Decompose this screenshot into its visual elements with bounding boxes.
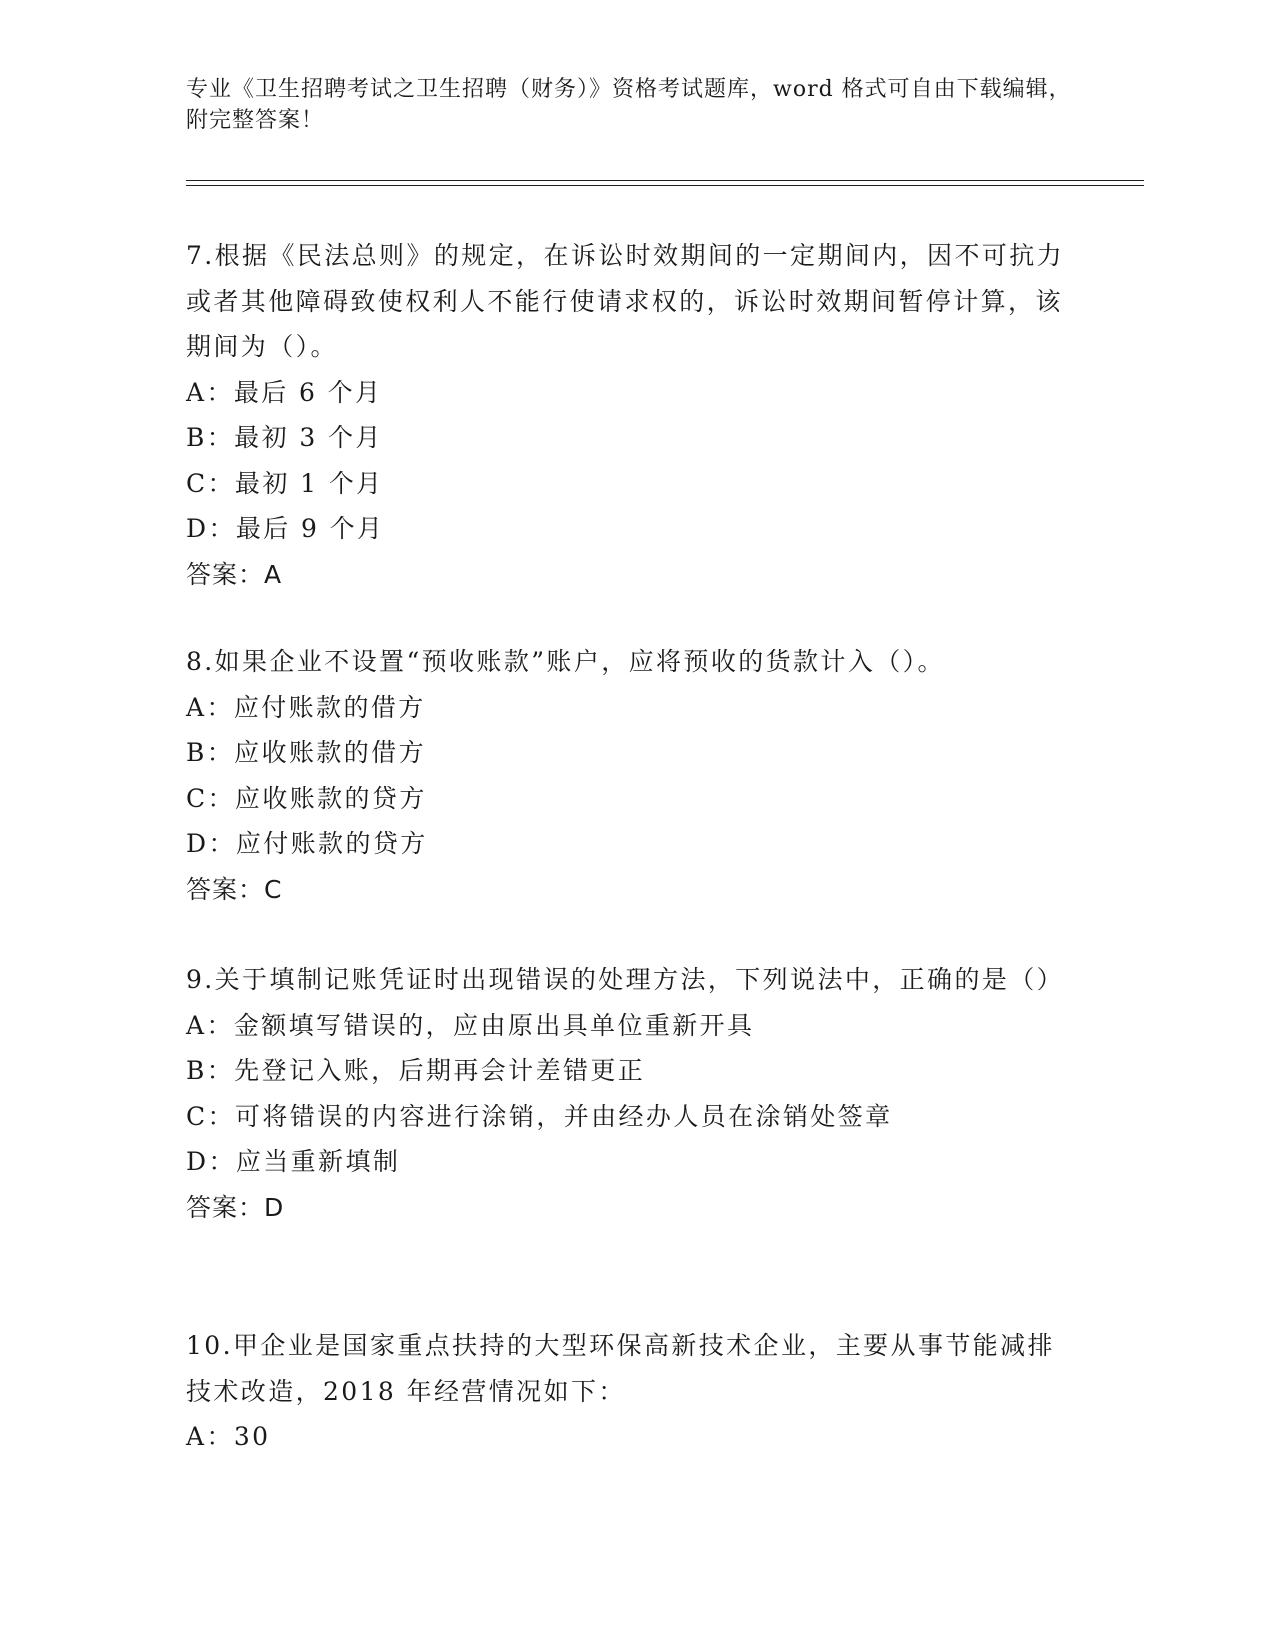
option-c: C：最初 1 个月 xyxy=(186,468,384,498)
option-a: A：应付账款的借方 xyxy=(186,692,426,722)
header-text: 专业《卫生招聘考试之卫生招聘（财务）》资格考试题库，word 格式可自由下载编辑，附完整答案！ xyxy=(186,77,1072,133)
option-c: C：可将错误的内容进行涂销，并由经办人员在涂销处签章 xyxy=(186,1101,893,1131)
option-b: B：应收账款的借方 xyxy=(186,738,426,767)
answer-line: 答案：A xyxy=(186,559,283,589)
document-header xyxy=(186,74,1086,136)
answer-line: 答案：C xyxy=(186,874,283,904)
question-stem: 8.如果企业不设置“预收账款”账户，应将预收的货款计入（）。 xyxy=(186,647,945,676)
header-divider-top xyxy=(186,180,1144,181)
question-stem: 9.关于填制记账凭证时出现错误的处理方法，下列说法中，正确的是（） xyxy=(186,965,1065,994)
header-divider-bottom xyxy=(186,185,1144,186)
option-d: D：最后 9 个月 xyxy=(186,514,385,543)
option-list xyxy=(186,1003,1066,1185)
question-10 xyxy=(186,1323,1066,1460)
option-d: D：应当重新填制 xyxy=(186,1147,401,1176)
option-a: A：30 xyxy=(186,1422,271,1451)
option-c: C：应收账款的贷方 xyxy=(186,783,427,813)
option-a: A：最后 6 个月 xyxy=(186,377,383,407)
question-7 xyxy=(186,233,1066,597)
option-list xyxy=(186,685,1066,867)
question-stem: 10.甲企业是国家重点扶持的大型环保高新技术企业，主要从事节能减排技术改造，2018 年经营情况如下： xyxy=(186,1331,1055,1406)
question-stem: 7.根据《民法总则》的规定，在诉讼时效期间的一定期间内，因不可抗力或者其他障碍致使权利人不能行使请求权的，诉讼时效期间暂停计算，该期间为（）。 xyxy=(186,241,1065,361)
option-list xyxy=(186,370,1066,552)
option-b: B：最初 3 个月 xyxy=(186,423,383,452)
option-b: B：先登记入账，后期再会计差错更正 xyxy=(186,1056,646,1085)
question-9 xyxy=(186,957,1066,1230)
option-a: A：金额填写错误的，应由原出具单位重新开具 xyxy=(186,1010,755,1040)
option-list xyxy=(186,1414,1066,1460)
question-8 xyxy=(186,639,1066,912)
answer-line: 答案：D xyxy=(186,1192,285,1222)
option-d: D：应付账款的贷方 xyxy=(186,829,428,858)
